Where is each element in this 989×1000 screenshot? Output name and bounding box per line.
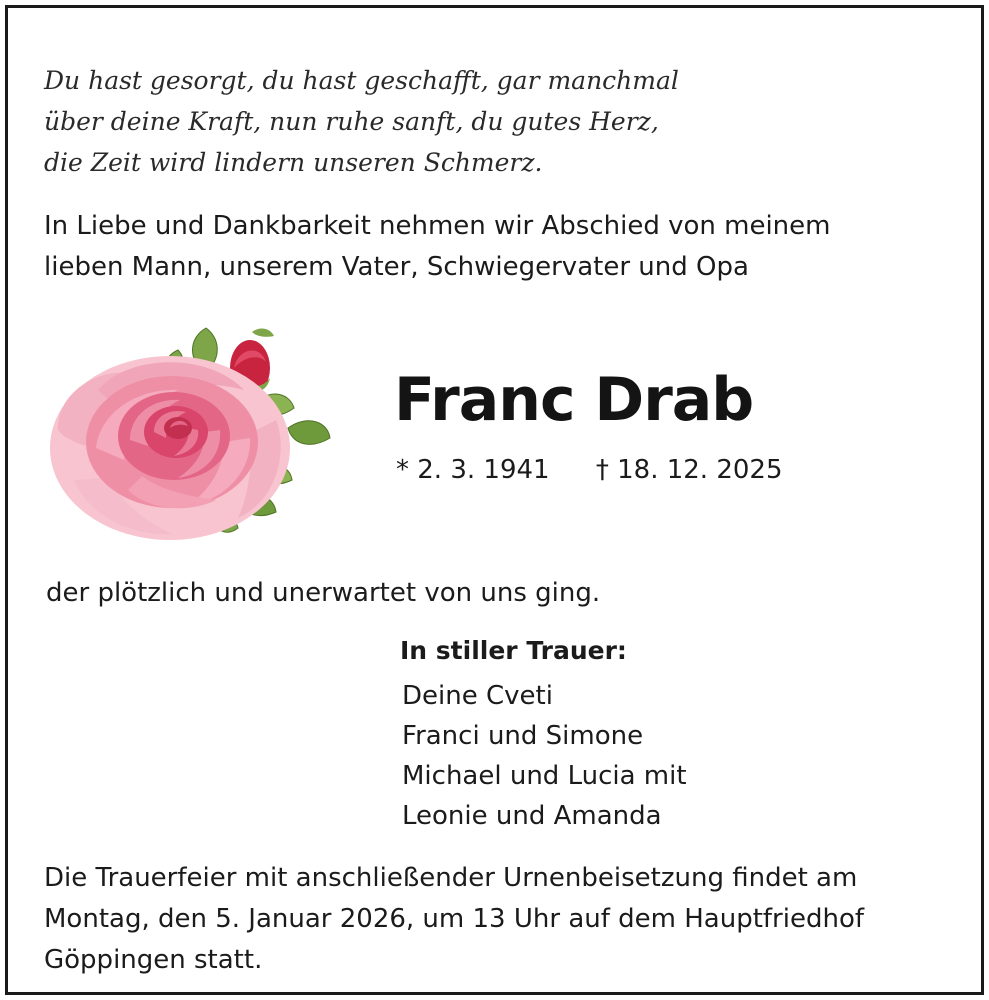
funeral-line: Die Trauerfeier mit anschließender Urnenbeisetzung findet am xyxy=(44,863,858,893)
mourner-name: Franci und Simone xyxy=(402,721,644,751)
funeral-line: Göppingen statt. xyxy=(44,945,263,975)
intro-line: lieben Mann, unserem Vater, Schwiegervater und Opa xyxy=(44,252,749,282)
passing-text: der plötzlich und unerwartet von uns ging. xyxy=(46,578,601,608)
mourners-heading: In stiller Trauer: xyxy=(400,636,627,665)
birth-date: * 2. 3. 1941 xyxy=(396,455,550,485)
funeral-line: Montag, den 5. Januar 2026, um 13 Uhr auf dem Hauptfriedhof xyxy=(44,904,865,934)
intro-line: In Liebe und Dankbarkeit nehmen wir Abschied von meinem xyxy=(44,211,831,241)
mourners-list xyxy=(400,632,687,836)
mourner-name: Michael und Lucia mit xyxy=(402,761,687,791)
mourner-name: Deine Cveti xyxy=(402,681,553,711)
life-dates xyxy=(396,452,783,488)
poem-line: Du hast gesorgt, du hast geschafft, gar manchmal xyxy=(44,66,679,95)
rose-illustration xyxy=(38,310,338,550)
death-date: † 18. 12. 2025 xyxy=(595,455,783,485)
funeral-info xyxy=(44,858,864,981)
mourner-name: Leonie und Amanda xyxy=(402,801,662,831)
obituary-notice xyxy=(5,5,984,995)
poem-line: die Zeit wird lindern unseren Schmerz. xyxy=(44,148,543,177)
memorial-poem xyxy=(44,60,679,183)
poem-line: über deine Kraft, nun ruhe sanft, du gutes Herz, xyxy=(44,107,659,136)
farewell-intro xyxy=(44,206,830,288)
deceased-name: Franc Drab xyxy=(394,365,754,435)
